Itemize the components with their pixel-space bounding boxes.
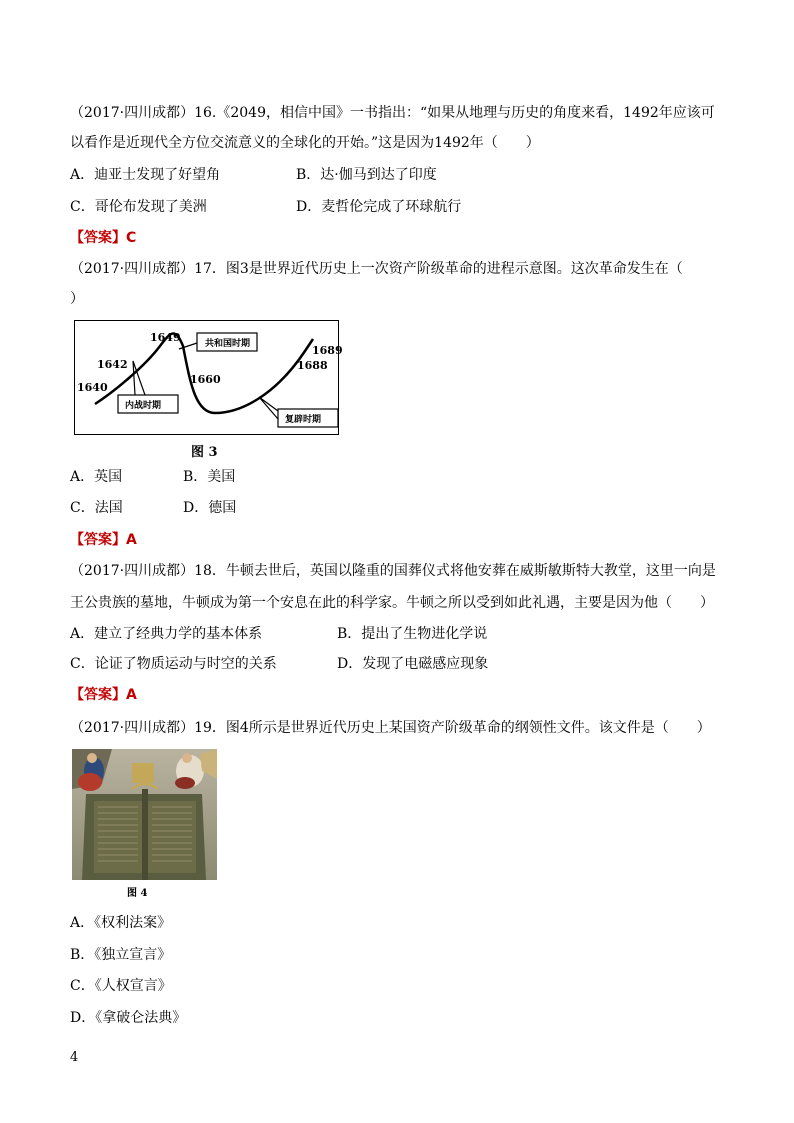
page-number: 4 (70, 1050, 79, 1065)
q19-option-b: B．《独立宣言》 (70, 947, 172, 963)
q16-option-a: A．迪亚士发现了好望角 (70, 167, 221, 183)
year-1649: 1649 (150, 331, 181, 344)
label-civilwar: 内战时期 (125, 401, 162, 411)
q17-option-b: B．美国 (183, 469, 236, 485)
figure-4-declaration-image (72, 749, 217, 880)
label-republic: 共和国时期 (205, 339, 251, 349)
q17-stem-line2: ） (70, 291, 84, 307)
year-1689: 1689 (312, 344, 343, 357)
q17-answer (70, 531, 137, 549)
q16-stem-line2: 以看作是近现代全方位交流意义的全球化的开始。”这是因为1492年（ ） (70, 135, 540, 151)
q19-option-d: D．《拿破仑法典》 (70, 1010, 187, 1026)
q18-option-a: A．建立了经典力学的基本体系 (70, 626, 263, 642)
q19-option-a: A．《权利法案》 (70, 915, 172, 931)
q18-option-d: D．发现了电磁感应现象 (337, 656, 489, 672)
year-1660: 1660 (190, 373, 221, 386)
answer-value: C (126, 230, 137, 246)
answer-label: 【答案】 (70, 687, 126, 703)
declaration-illustration (72, 749, 217, 880)
q17-option-c: C．法国 (70, 500, 123, 516)
q16-option-c: C．哥伦布发现了美洲 (70, 199, 207, 215)
pointer-restoration (259, 397, 278, 419)
q17-option-a: A．英国 (70, 469, 123, 485)
q18-option-b: B．提出了生物进化学说 (337, 626, 488, 642)
answer-label: 【答案】 (70, 230, 126, 246)
year-1640: 1640 (77, 381, 108, 394)
q17-stem-line1: （2017·四川成都）17．图3是世界近代历史上一次资产阶级革命的进程示意图。这次革命发生在（ (70, 261, 683, 277)
revolution-curve-svg (75, 321, 343, 434)
q18-option-c: C．论证了物质运动与时空的关系 (70, 656, 277, 672)
q17-option-d: D．德国 (183, 500, 237, 516)
q16-option-d: D．麦哲伦完成了环球航行 (296, 199, 462, 215)
q18-stem-line2: 王公贵族的墓地，牛顿成为第一个安息在此的科学家。牛顿之所以受到如此礼遇，主要是因为他（ ） (70, 595, 714, 611)
q19-stem-line1: （2017·四川成都）19．图4所示是世界近代历史上某国资产阶级革命的纲领性文件。该文件是（ ） (70, 720, 711, 736)
answer-value: A (126, 687, 137, 703)
label-restoration: 复辟时期 (285, 415, 322, 425)
answer-value: A (126, 532, 137, 548)
q16-option-b: B．达·伽马到达了印度 (296, 167, 437, 183)
figure-3-revolution-diagram (74, 320, 343, 435)
figure-4-caption: 图 4 (127, 888, 148, 899)
answer-label: 【答案】 (70, 532, 126, 548)
q18-stem-line1: （2017·四川成都）18．牛顿去世后，英国以隆重的国葬仪式将他安葬在威斯敏斯特大教堂，这里一向是 (70, 563, 716, 579)
year-1642: 1642 (97, 358, 128, 371)
figure-3-caption: 图 3 (191, 445, 218, 460)
year-1688: 1688 (297, 359, 328, 372)
q19-option-c: C．《人权宣言》 (70, 978, 172, 994)
q16-answer (70, 229, 136, 247)
q16-stem-line1: （2017·四川成都）16.《2049，相信中国》一书指出：“如果从地理与历史的角度来看，1492年应该可 (70, 105, 715, 121)
q18-answer (70, 686, 137, 704)
